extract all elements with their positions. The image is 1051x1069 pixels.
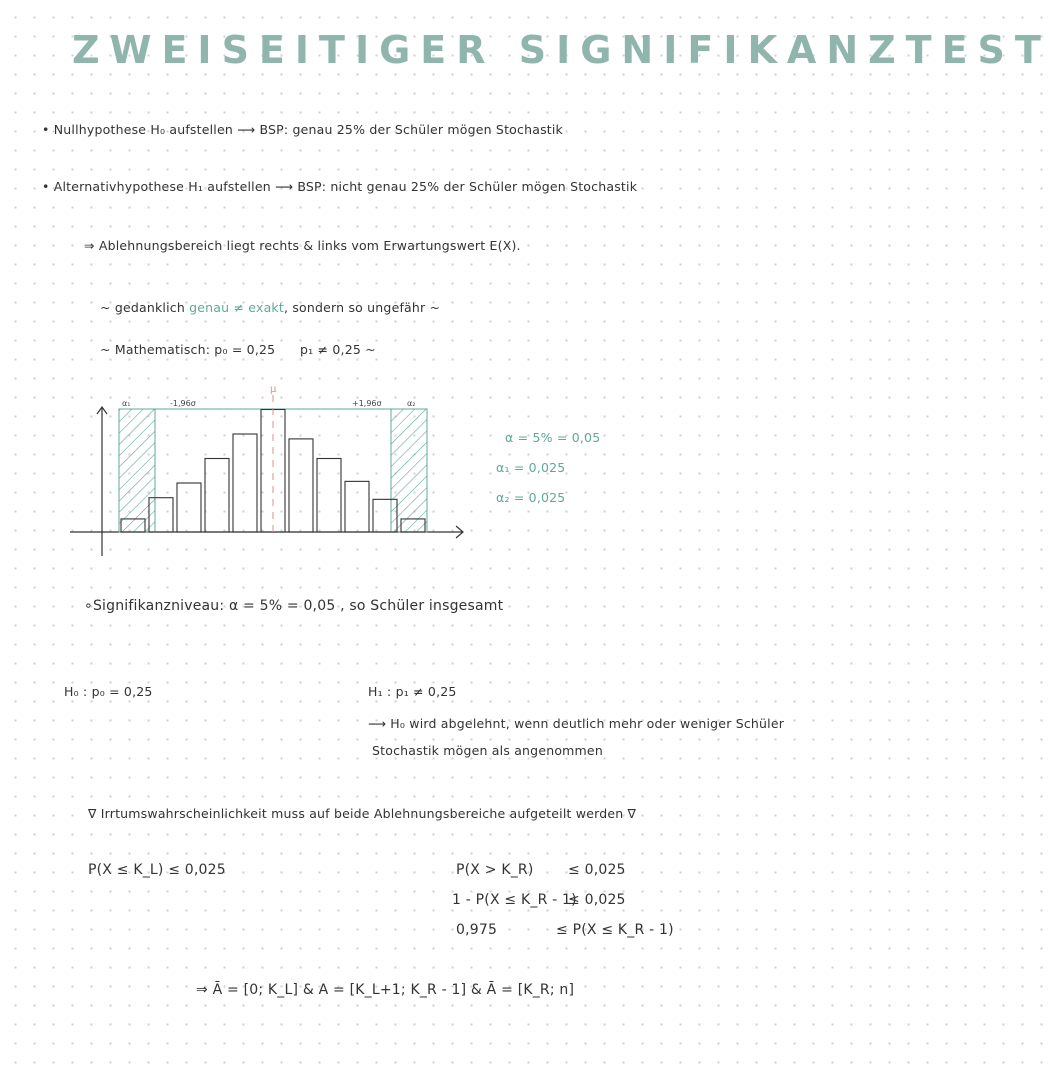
rejection-region-left: [119, 409, 155, 532]
mentally-prefix: ~ gedanklich: [100, 300, 190, 315]
rejection-region-right: [391, 409, 427, 532]
right-inequality-3-right: ≤ P(X ≤ K_R - 1): [556, 922, 674, 938]
alpha1-value: α₁ = 0,025: [496, 460, 566, 475]
right-inequality-3-left: 0,975: [456, 922, 498, 938]
error-probability-line: ∇ Irrtumswahrscheinlichkeit muss auf beide Ablehnungsbereiche aufgeteilt werden ∇: [88, 806, 637, 821]
histogram-bar: [205, 459, 229, 533]
math-line: ~ Mathematisch: p₀ = 0,25: [100, 342, 276, 357]
histogram-bar: [177, 483, 201, 532]
page-title: ZWEISEITIGER SIGNIFIKANZTEST: [72, 28, 1051, 72]
h0-rejected-line-2: Stochastik mögen als angenommen: [372, 743, 603, 758]
significance-line: ∘Signifikanzniveau: α = 5% = 0,05 , so Schüler insgesamt: [84, 598, 504, 614]
rejection-region-line: ⇒ Ablehnungsbereich liegt rechts & links vom Erwartungswert E(X).: [84, 238, 521, 253]
histogram-bar: [233, 434, 257, 532]
minus-sigma-label: -1,96σ: [170, 399, 196, 408]
alt-hypothesis-line: • Alternativhypothese H₁ aufstellen ⟶ BSP: nicht genau 25% der Schüler mögen Stochastik: [42, 179, 638, 194]
alpha2-value: α₂ = 0,025: [496, 490, 566, 505]
right-inequality-1-right: ≤ 0,025: [568, 862, 626, 878]
conclusion-line: ⇒ Ā = [0; K_L] & A = [K_L+1; K_R - 1] & Ā = [K_R; n]: [196, 982, 575, 998]
math-ne: p₁ ≠ 0,25 ~: [300, 342, 376, 357]
right-inequality-2-right: ≤ 0,025: [568, 892, 626, 908]
plus-sigma-label: +1,96σ: [352, 399, 382, 408]
left-inequality: P(X ≤ K_L) ≤ 0,025: [88, 862, 226, 878]
alpha2-top-label: α₂: [407, 399, 416, 408]
mentally-suffix: , sondern so ungefähr ~: [283, 300, 441, 315]
histogram-bar: [317, 459, 341, 533]
h0-line: H₀ : p₀ = 0,25: [64, 684, 153, 699]
alpha1-top-label: α₁: [122, 399, 131, 408]
right-inequality-2-left: 1 - P(X ≤ K_R - 1): [452, 892, 577, 908]
mentally-exact: genau ≠ exakt: [189, 300, 284, 315]
h1-line: H₁ : p₁ ≠ 0,25: [368, 684, 457, 699]
h0-rejected-line-1: ⟶ H₀ wird abgelehnt, wenn deutlich mehr oder weniger Schüler: [368, 716, 785, 731]
histogram-bar: [289, 439, 313, 532]
right-inequality-1-left: P(X > K_R): [456, 862, 534, 878]
null-hypothesis-line: • Nullhypothese H₀ aufstellen ⟶ BSP: genau 25% der Schüler mögen Stochastik: [42, 122, 563, 137]
mu-label: μ: [270, 384, 277, 395]
histogram-bar: [345, 481, 369, 532]
mentally-line: [100, 300, 440, 315]
alpha-value: α = 5% = 0,05: [505, 430, 601, 445]
